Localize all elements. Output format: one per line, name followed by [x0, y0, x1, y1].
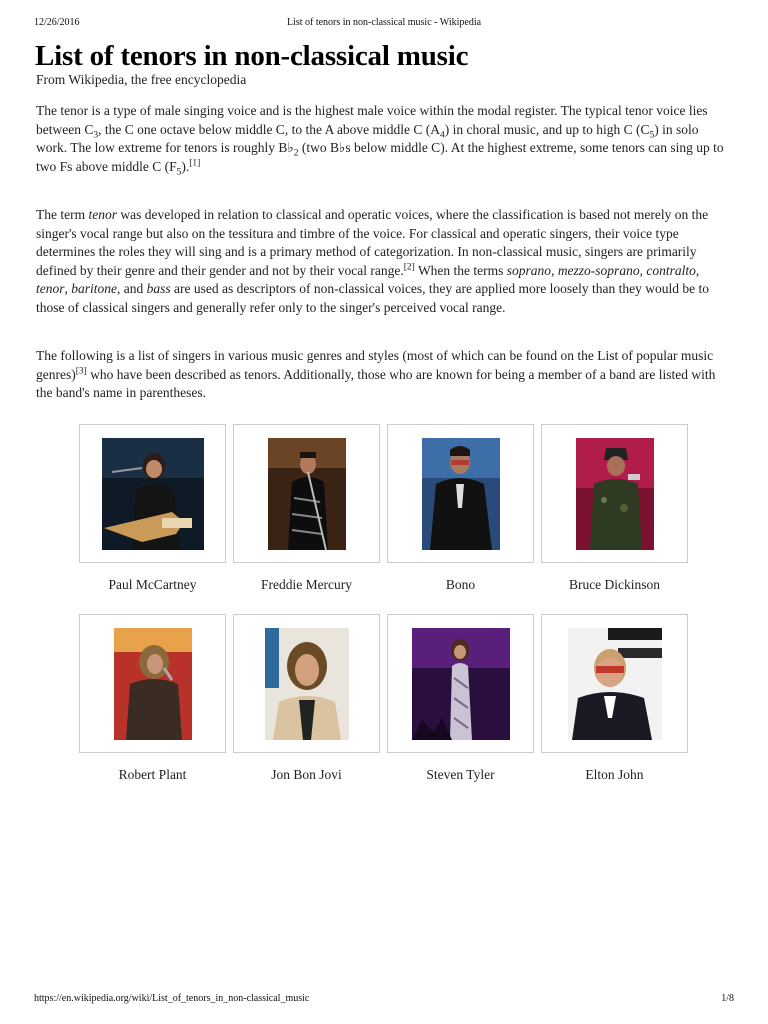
gallery-caption[interactable]: Bono — [445, 577, 476, 592]
gallery-caption[interactable]: Freddie Mercury — [260, 577, 353, 592]
gallery-item[interactable] — [79, 614, 226, 782]
gallery-caption[interactable]: Jon Bon Jovi — [271, 767, 342, 782]
page-number: 1/8 — [721, 993, 734, 1004]
gallery-caption[interactable]: Steven Tyler — [426, 767, 495, 782]
gallery-frame[interactable] — [387, 424, 534, 563]
gallery-item[interactable] — [233, 614, 380, 782]
citation-link[interactable]: [2] — [403, 262, 415, 272]
gallery-item[interactable] — [541, 424, 688, 592]
bono-photo[interactable] — [422, 438, 500, 550]
gallery-frame[interactable] — [387, 614, 534, 753]
gallery-item[interactable] — [387, 424, 534, 592]
gallery-frame[interactable] — [541, 424, 688, 563]
citation-link[interactable]: [3] — [75, 366, 87, 376]
elton-john-photo[interactable] — [568, 628, 662, 740]
site-tagline: From Wikipedia, the free encyclopedia — [36, 72, 247, 87]
bruce-dickinson-photo[interactable] — [576, 438, 654, 550]
gallery-caption[interactable]: Paul McCartney — [108, 577, 197, 592]
gallery-item[interactable] — [387, 614, 534, 782]
print-date: 12/26/2016 — [34, 17, 80, 28]
page-title: List of tenors in non-classical music — [35, 40, 469, 72]
terminology-paragraph: The term tenor was developed in relation to classical and operatic voices, where the classification is based not merely on the singer's vocal range but also on the tessitura and timbre of the voice. For classical and operatic singers, their voice type determines the roles they will sing and is a primary method of categorization. In non-classical music, singers are primarily defined by their genre and their gender and not by their vocal range.[2] When the terms soprano, mezzo-soprano, contralto, tenor, baritone, and bass are used as descriptors of non-classical voices, they are applied more loosely than they would be to those of classical singers and generally refer only to the singer's perceived vocal range. — [36, 207, 709, 315]
gallery-frame[interactable] — [79, 614, 226, 753]
gallery-caption[interactable]: Elton John — [585, 767, 644, 782]
gallery-caption[interactable]: Robert Plant — [118, 767, 187, 782]
paul-mccartney-photo[interactable] — [102, 438, 204, 550]
gallery-frame[interactable] — [233, 614, 380, 753]
intro-paragraph: The tenor is a type of male singing voice and is the highest male voice within the modal register. The typical tenor voice lies between $C_3$, the C one octave below middle C, to the A above middle C $(A_4)$ in choral music, and up to high C $(C_5)$ in solo work. The low extreme for tenors is roughly $B♭_2$ (two B♭s below middle C). At the highest extreme, some tenors can sing up to two Fs above middle C $(F_5).[1]$ — [36, 103, 724, 178]
freddie-mercury-photo[interactable] — [268, 438, 346, 550]
gallery-frame[interactable] — [541, 614, 688, 753]
gallery-item[interactable] — [79, 424, 226, 592]
gallery-frame[interactable] — [233, 424, 380, 563]
jon-bon-jovi-photo[interactable] — [265, 628, 349, 740]
gallery-item[interactable] — [233, 424, 380, 592]
citation-link[interactable]: [1] — [189, 158, 201, 168]
print-url: https://en.wikipedia.org/wiki/List_of_tenors_in_non-classical_music — [34, 993, 310, 1004]
list-intro-paragraph: The following is a list of singers in various music genres and styles (most of which can be found on the List of popular music genres)[3] who have been described as tenors. Additionally, those who are known for being a member of a band are listed with the band's name in parentheses. — [36, 348, 716, 400]
print-page-title: List of tenors in non-classical music - Wikipedia — [286, 17, 482, 28]
gallery-caption[interactable]: Bruce Dickinson — [568, 577, 661, 592]
robert-plant-photo[interactable] — [114, 628, 192, 740]
steven-tyler-photo[interactable] — [412, 628, 510, 740]
gallery-item[interactable] — [541, 614, 688, 782]
gallery-frame[interactable] — [79, 424, 226, 563]
